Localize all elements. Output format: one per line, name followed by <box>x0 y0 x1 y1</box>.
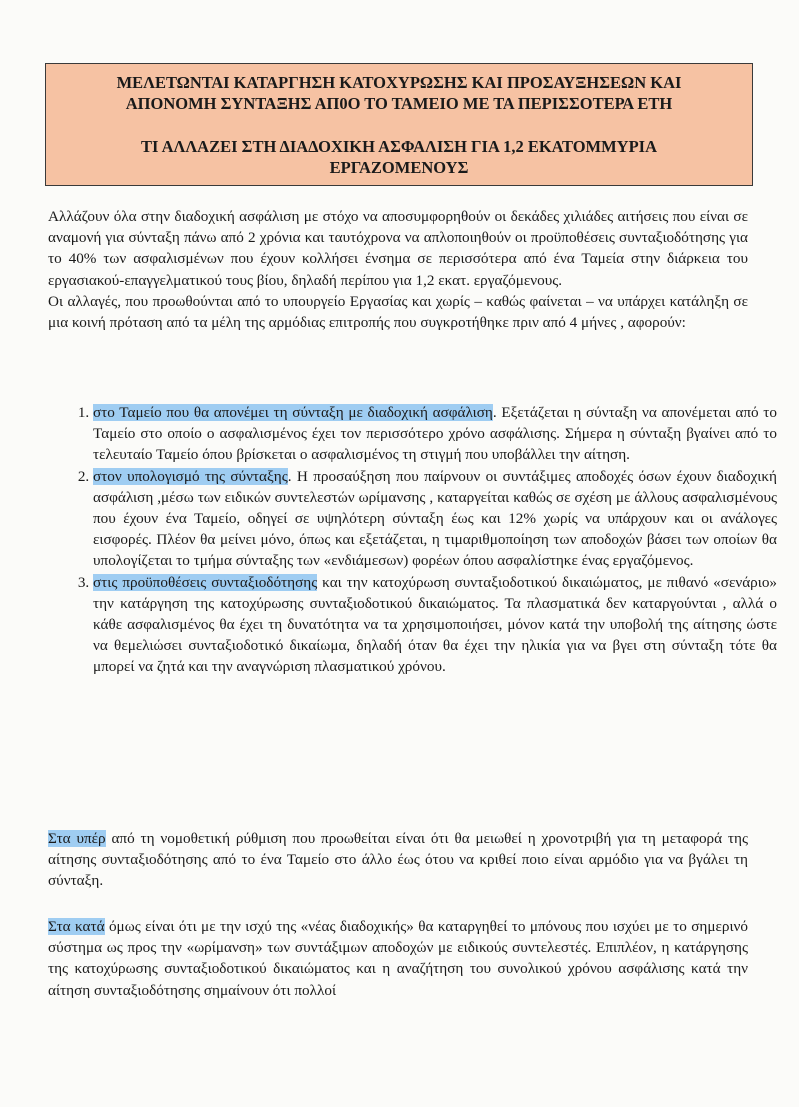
list-item-text: . Εξετάζεται η σύνταξη να απονέμεται από το Ταμείο στο οποίο ο ασφαλισμένος έχει τον περισσότερο χρόνο ασφάλισης. Σήμερα η σύνταξη βγαίνει από το τελευταίο Ταμείο όπου βρίσκεται ο ασφαλισμένος τη στιγμή που υποβάλλει την αίτηση. <box>93 404 777 464</box>
cons-text: όμως είναι ότι με την ισχύ της «νέας διαδοχικής» θα καταργηθεί το μπόνους που ισχύει με το σημερινό σύστημα ως προς την «ωρίμανση» των συντάξιμων αποδοχών με ειδικούς συντελεστές. Επιπλέον, η κατάργησης της κατοχύρωσης συνταξιοδοτικού δικαιώματος και η αναζήτηση του συνολικού χρόνου ασφάλισης κατά την αίτηση συνταξιοδότησης σημαίνουν ότι πολλοί <box>48 918 748 999</box>
pros-paragraph <box>48 828 748 892</box>
list-item-text: . Η προσαύξηση που παίρνουν οι συντάξιμες αποδοχές όσων έχουν διαδοχική ασφάλιση ,μέσω των ειδικών συντελεστών ωρίμανσης , καταργείται καθώς σε σχέση με άλλους ασφαλισμένους που έχουν ένα Ταμείο, οδηγεί σε υψηλότερη σύνταξη έως και 12% χωρίς να υπάρχουν και οι ανάλογες εισφορές. Πλέον θα μείνει μόνο, όπως και εξετάζεται, η τιμαριθμοποίηση των αποδοχών βάσει των οποίων θα υπολογίζεται το τμήμα σύνταξης των «ενδιάμεσων) φορέων όπου ασφαλίστηκε ένας εργαζόμενος. <box>93 467 777 570</box>
subheadline-line-2: ΕΡΓΑΖΟΜΕΝΟΥΣ <box>329 158 469 177</box>
headline-line-1: ΜΕΛΕΤΩΝΤΑΙ ΚΑΤΑΡΓΗΣΗ ΚΑΤΟΧΥΡΩΣΗΣ ΚΑΙ ΠΡΟΣΑΥΞΗΣΕΩΝ ΚΑΙ <box>116 73 682 92</box>
highlighted-phrase: στον υπολογισμό της σύνταξης <box>93 467 288 485</box>
subheadline <box>46 136 752 178</box>
highlighted-phrase: Στα κατά <box>48 918 105 935</box>
intro-paragraph-1: Αλλάζουν όλα στην διαδοχική ασφάλιση με στόχο να αποσυμφορηθούν οι δεκάδες χιλιάδες αιτήσεις που είναι σε αναμονή για σύνταξη πάνω από 2 χρόνια και ταυτόχρονα να απλοποιηθούν οι προϋποθέσεις συνταξιοδότησης για το 40% των ασφαλισμένων που έχουν κολλήσει ένσημα σε περισσότερα από ένα Ταμεία στην διάρκεια του εργασιακού-επαγγελματικού τους βίου, δηλαδή περίπου για 1,2 εκατ. εργαζόμενους. <box>48 208 748 289</box>
cons-paragraph <box>48 916 748 1001</box>
headline-box <box>45 63 753 186</box>
highlighted-phrase: στο Ταμείο που θα απονέμει τη σύνταξη με διαδοχική ασφάλιση <box>93 404 493 421</box>
changes-list <box>64 402 777 678</box>
list-item-text: και την κατοχύρωση συνταξιοδοτικού δικαιώματος, με πιθανό «σενάριο» την κατάργηση της κατοχύρωσης συνταξιοδοτικού δικαιώματος. Τα πλασματικά δεν καταργούνται , αλλά ο κάθε ασφαλισμένος θα έχει τη δυνατότητα να τα χρησιμοποιήσει, μόνον κατά την υποβολή της αίτησης ώστε να θεμελιώσει συνταξιοδοτικό δικαίωμα, δηλαδή όταν θα έχει την ηλικία για να βγει στη σύνταξη τότε θα μπορεί να ζητά και την αναγνώριση πλασματικού χρόνου. <box>93 573 778 676</box>
intro-section <box>48 206 748 333</box>
highlighted-phrase: Στα υπέρ <box>48 830 106 847</box>
headline <box>46 72 752 114</box>
headline-line-2: ΑΠΟΝΟΜΗ ΣΥΝΤΑΞΗΣ ΑΠ0Ο ΤΟ ΤΑΜΕΙΟ ΜΕ ΤΑ ΠΕΡΙΣΣΟΤΕΡΑ ΕΤΗ <box>125 94 673 113</box>
pros-text: από τη νομοθετική ρύθμιση που προωθείται είναι ότι θα μειωθεί η χρονοτριβή για τη μεταφορά της αίτησης συνταξιοδότησης από το ένα Ταμείο στο άλλο έως ότου να κριθεί ποιο είναι αρμόδιο για να βγάλει τη σύνταξη. <box>48 830 748 890</box>
highlighted-phrase: στις προϋποθέσεις συνταξιοδότησης <box>93 573 318 591</box>
list-item <box>93 466 777 572</box>
subheadline-line-1: ΤΙ ΑΛΛΑΖΕΙ ΣΤΗ ΔΙΑΔΟΧΙΚΗ ΑΣΦΑΛΙΣΗ ΓΙΑ 1,2 ΕΚΑΤΟΜΜΥΡΙΑ <box>140 137 658 156</box>
intro-paragraph-2: Οι αλλαγές, που προωθούνται από το υπουργείο Εργασίας και χωρίς – καθώς φαίνεται – να υπάρχει κατάληξη σε μια κοινή πρόταση από τα μέλη της αρμόδιας επιτροπής που συγκροτήθηκε πριν από 4 μήνες , αφορούν: <box>48 292 748 332</box>
list-item <box>93 402 777 466</box>
list-item <box>93 572 777 678</box>
